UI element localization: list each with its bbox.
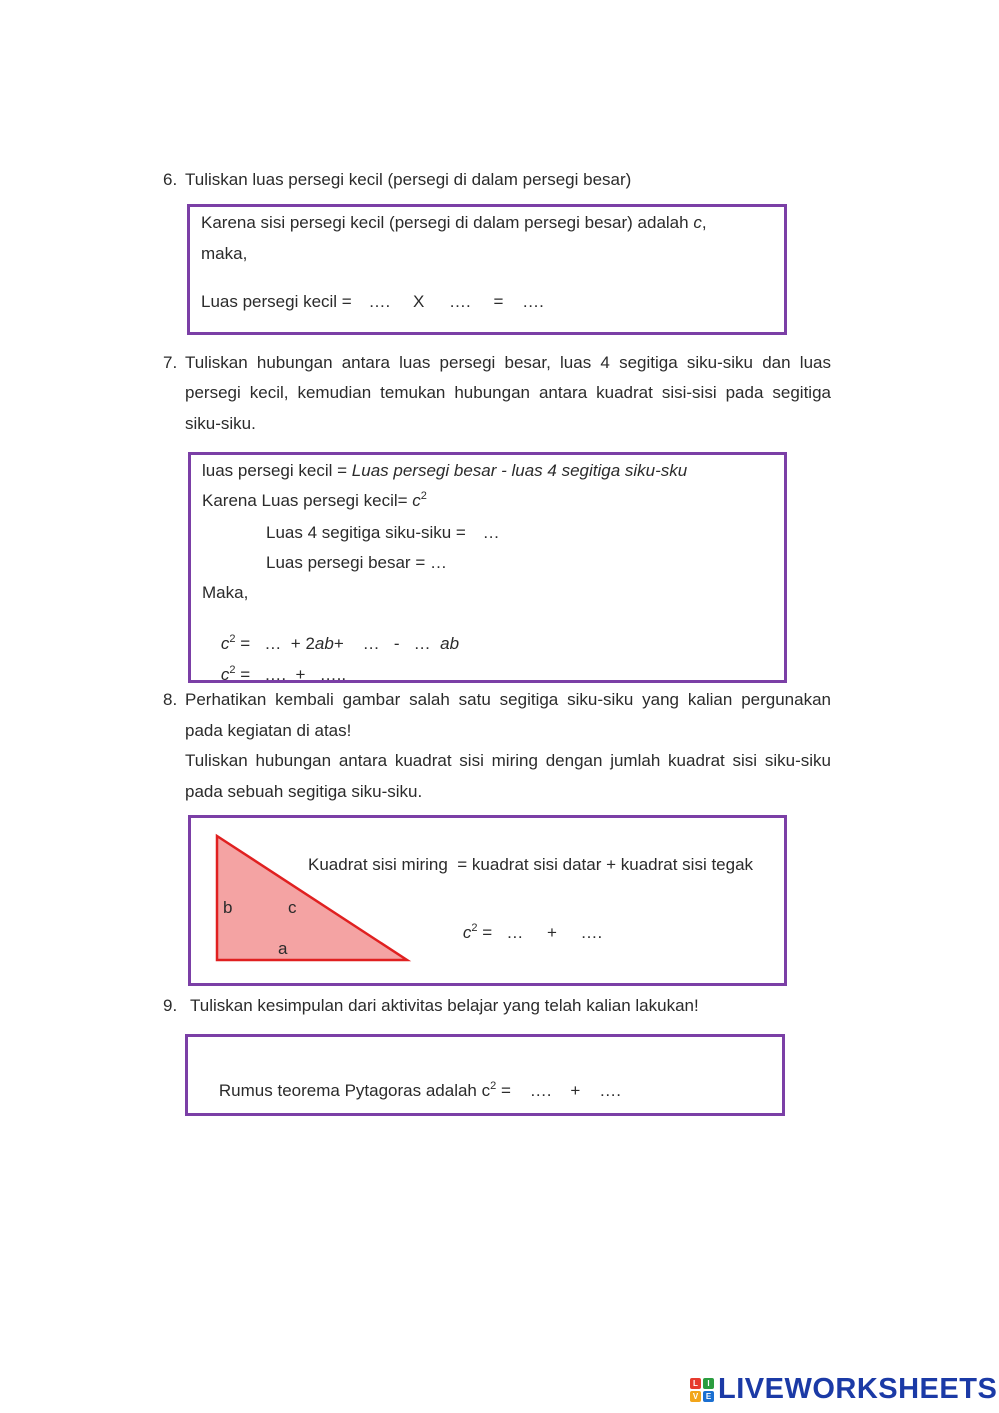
- blank[interactable]: …: [482, 523, 500, 542]
- question-number: 8.: [163, 690, 178, 709]
- question-text: pada sebuah segitiga siku-siku.: [185, 782, 423, 801]
- side-label-a: a: [278, 939, 288, 958]
- box-line: Karena sisi persegi kecil (persegi di dalam persegi besar) adalah c,: [201, 213, 707, 232]
- question-number: 7.: [163, 353, 178, 372]
- logo-icon: L I V E: [690, 1378, 714, 1402]
- box-line: luas persegi kecil = Luas persegi besar - luas 4 segitiga siku-sku: [202, 461, 688, 480]
- question-number: 6.: [163, 170, 178, 189]
- question-text: persegi kecil, kemudian temukan hubungan antara kuadrat sisi-sisi pada segitiga: [185, 383, 831, 402]
- answer-box-9: [185, 1034, 785, 1116]
- box-line: Karena Luas persegi kecil= $c^2$: [202, 490, 427, 510]
- side-label-c: c: [288, 898, 297, 917]
- answer-box-8: [188, 815, 787, 986]
- question-text: Tuliskan kesimpulan dari aktivitas belajar yang telah kalian lakukan!: [190, 996, 699, 1015]
- side-label-b: b: [223, 898, 233, 917]
- blank[interactable]: ….: [368, 292, 391, 311]
- question-text: Perhatikan kembali gambar salah satu segitiga siku-siku yang kalian pergunakan: [185, 690, 831, 709]
- question-text: pada kegiatan di atas!: [185, 721, 352, 740]
- question-text: Tuliskan luas persegi kecil (persegi di dalam persegi besar): [185, 170, 632, 189]
- question-number: 9.: [163, 996, 178, 1015]
- box-line: Luas persegi besar = …: [266, 553, 447, 572]
- question-text: siku-siku.: [185, 414, 256, 433]
- box-line: $c^2$ = … + 2ab+ … - … ab: [220, 633, 460, 653]
- box-line: Luas 4 segitiga siku-siku = …: [266, 523, 500, 542]
- box-line: Rumus teorema Pytagoras adalah $c^2$ = …. + ….: [218, 1080, 621, 1100]
- logo-text: LIVEWORKSHEETS: [718, 1373, 998, 1405]
- formula-text: Kuadrat sisi miring = kuadrat sisi datar + kuadrat sisi tegak: [308, 855, 754, 874]
- box-line: maka,: [201, 244, 248, 263]
- box-line-luas: Luas persegi kecil = …. X …. = ….: [201, 292, 544, 311]
- right-triangle-figure: [211, 832, 421, 972]
- liveworksheets-logo: [690, 1373, 997, 1406]
- blank[interactable]: ….: [449, 292, 471, 311]
- box-line: $c^2$ = …. + …..: [220, 664, 347, 684]
- blank[interactable]: ….: [522, 292, 544, 311]
- box-line: Maka,: [202, 583, 249, 602]
- question-text: Tuliskan hubungan antara kuadrat sisi miring dengan jumlah kuadrat sisi siku-siku: [185, 751, 831, 770]
- equation: $c^2$ = … + ….: [462, 922, 603, 942]
- variable-c: c: [693, 213, 702, 232]
- answer-box-7: [188, 452, 787, 683]
- answer-box-6: [187, 204, 787, 335]
- question-text: Tuliskan hubungan antara luas persegi besar, luas 4 segitiga siku-siku dan luas: [185, 353, 831, 372]
